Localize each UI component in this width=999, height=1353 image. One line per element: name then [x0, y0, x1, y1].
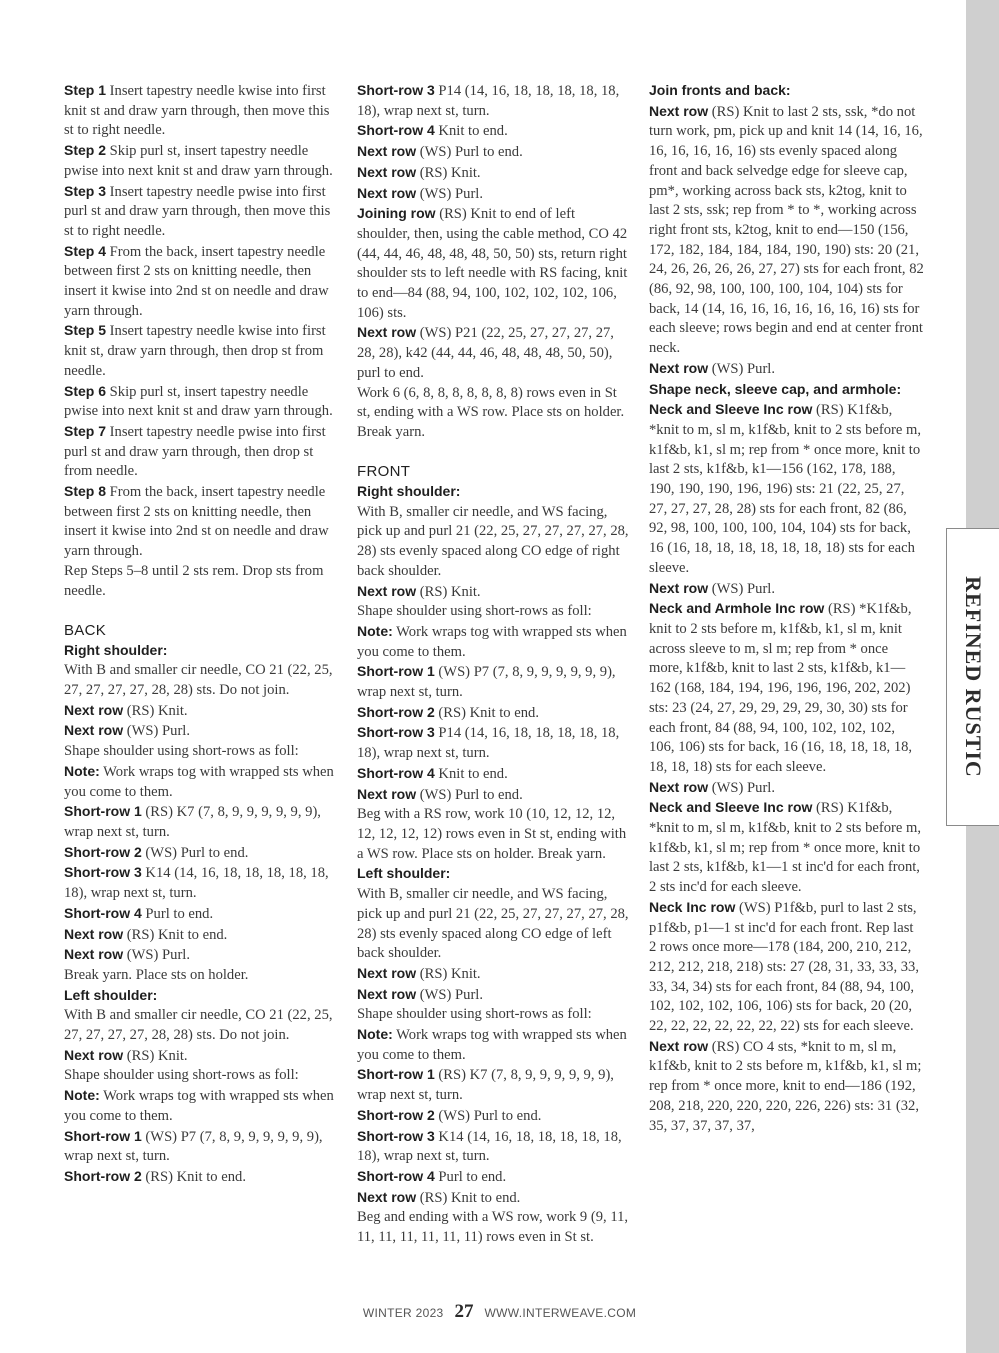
instruction-text: (RS) Knit.	[123, 1047, 188, 1064]
instruction-label: Neck and Sleeve Inc row	[649, 799, 813, 816]
instruction-text: Skip purl st, insert tapestry needle pwise into next knit st and draw yarn through.	[64, 383, 333, 420]
instruction-paragraph	[357, 1127, 629, 1167]
section-side-tab	[946, 528, 999, 826]
instruction-label: Joining row	[357, 205, 436, 222]
instruction-paragraph	[357, 885, 629, 964]
instruction-paragraph	[357, 384, 629, 443]
instruction-paragraph	[649, 1037, 924, 1137]
instruction-paragraph	[64, 721, 336, 742]
footer-website: WWW.INTERWEAVE.COM	[484, 1306, 637, 1320]
instruction-text: (RS) CO 4 sts, *knit to m, sl m, k1f&b, knit to 2 sts before m, k1f&b, k1, sl m; rep from * once more, knit to end—186 (192, 208, 218, 220, 220, 220, 226, 226) sts: 31 (32, 35, 37, 37, 37, 37,	[649, 1038, 922, 1134]
instruction-paragraph	[64, 422, 336, 482]
instruction-label: Note:	[64, 1087, 100, 1104]
instruction-paragraph	[64, 802, 336, 842]
instruction-label: Short-row 3	[357, 724, 435, 741]
instruction-label: Short-row 3	[357, 1127, 435, 1144]
instruction-text: (RS) Knit.	[123, 702, 188, 719]
instruction-paragraph	[649, 400, 924, 578]
instruction-text: Knit to end.	[434, 765, 508, 782]
instruction-text: Work wraps tog with wrapped sts when you come to them.	[357, 623, 627, 660]
instruction-paragraph	[64, 863, 336, 903]
instruction-label: Short-row 1	[357, 663, 435, 680]
instruction-text: Shape shoulder using short-rows as foll:	[357, 603, 592, 620]
instruction-text: With B, smaller cir needle, and WS facing, pick up and purl 21 (22, 25, 27, 27, 27, 27, 28, 28) sts evenly spaced along CO edge of right back shoulder.	[357, 503, 629, 579]
instruction-text: Work wraps tog with wrapped sts when you come to them.	[64, 1088, 334, 1124]
instruction-text: (WS) Purl to end.	[416, 144, 523, 161]
instruction-label: Next row	[64, 946, 124, 963]
instruction-label: Step 1	[64, 82, 107, 98]
instruction-label: Short-row 3	[64, 864, 142, 881]
instruction-text: (WS) Purl.	[123, 723, 191, 740]
instruction-text: Shape shoulder using short-rows as foll:	[64, 1067, 299, 1084]
instruction-label: Next row	[64, 722, 124, 739]
instruction-paragraph	[649, 81, 924, 102]
instruction-text: Work wraps tog with wrapped sts when you come to them.	[357, 1027, 627, 1063]
instruction-text: Knit to end.	[434, 123, 508, 140]
instruction-label: Step 3	[64, 182, 107, 199]
instruction-label: Next row	[649, 579, 709, 596]
instruction-text: Rep Steps 5–8 until 2 sts rem. Drop sts from needle.	[64, 562, 324, 599]
instruction-label: Next row	[357, 785, 417, 802]
instruction-paragraph	[64, 182, 336, 242]
instruction-text: Break yarn. Place sts on holder.	[64, 966, 249, 983]
instruction-paragraph	[64, 1127, 336, 1167]
instruction-label: Next row	[357, 1188, 417, 1205]
instruction-paragraph	[64, 904, 336, 925]
instruction-label: Join fronts and back:	[649, 82, 791, 98]
instruction-paragraph	[357, 964, 629, 985]
instruction-label: Next row	[64, 925, 124, 942]
instruction-label: Step 5	[64, 322, 107, 339]
instruction-text: (RS) Knit to end.	[123, 926, 228, 943]
instruction-label: Neck and Sleeve Inc row	[649, 401, 813, 418]
instruction-paragraph	[64, 661, 336, 700]
instruction-text: (RS) K1f&b, *knit to m, sl m, k1f&b, knit to 2 sts before m, k1f&b, k1, sl m; rep from * once more, knit to last 2 sts, k1f&b, k1—1 st inc'd for each front, 2 sts inc'd for each sleeve.	[649, 800, 922, 896]
instruction-text: (WS) P1f&b, purl to last 2 sts, p1f&b, p1—1 st inc'd for each front. Rep last 2 rows once more—178 (184, 200, 210, 212, 212, 212, 218, 218) sts: 27 (28, 31, 33, 33, 33, 33, 34, 34) sts for each front, 84 (88, 94, 100, 102, 102, 102, 106, 106) sts for back, 20 (20, 22, 22, 22, 22, 22, 22, 22) sts for each sleeve.	[649, 899, 919, 1035]
instruction-paragraph	[64, 966, 336, 986]
instruction-label: Next row	[357, 964, 417, 981]
instruction-text: (RS) K7 (7, 8, 9, 9, 9, 9, 9, 9), wrap next st, turn.	[357, 1067, 614, 1104]
instruction-label: Note:	[64, 762, 100, 779]
instruction-paragraph	[649, 898, 924, 1037]
instruction-paragraph	[357, 1188, 629, 1209]
instruction-label: Short-row 2	[64, 843, 142, 860]
instruction-label: Next row	[649, 102, 709, 119]
instruction-paragraph	[649, 579, 924, 600]
instruction-text: (RS) Knit.	[416, 965, 481, 982]
instruction-text: Insert tapestry needle kwise into first knit st, draw yarn through, then drop st from needle.	[64, 323, 326, 379]
instruction-label: Next row	[357, 163, 417, 180]
instruction-text: Purl to end.	[141, 905, 214, 922]
instruction-text: (WS) Purl.	[708, 360, 776, 377]
instruction-text: (RS) *K1f&b, knit to 2 sts before m, k1f&b, k1, sl m, knit across sleeve to m, sl m; rep from * once more, k1f&b, knit to last 2 sts, k1f&b, k1—162 (168, 184, 194, 196, 196, 196, 202, 202) sts: 23 (24, 27, 29, 29, 29, 29, 30, 30) sts for each front, 84 (88, 94, 100, 102, 102, 102, 106, 106) sts for back, 16 (16, 18, 18, 18, 18, 18, 18, 18) sts for each sleeve.	[649, 601, 913, 775]
instruction-paragraph	[64, 762, 336, 802]
instruction-paragraph	[649, 778, 924, 799]
instruction-text: (WS) P7 (7, 8, 9, 9, 9, 9, 9, 9), wrap next st, turn.	[357, 664, 616, 701]
instruction-paragraph	[357, 204, 629, 323]
instruction-label: Next row	[357, 184, 417, 201]
instruction-paragraph	[357, 142, 629, 163]
instruction-label: Step 4	[64, 242, 107, 259]
instruction-paragraph	[64, 1006, 336, 1045]
instruction-text: (WS) Purl.	[123, 947, 191, 964]
instruction-text: (RS) Knit to last 2 sts, ssk, *do not turn work, pm, pick up and knit 14 (14, 16, 16, 16, 16, 16, 16, 16) sts evenly spaced along front and back selvedge edge for sleeve cap, pm*, working across back sts, k2tog, knit to last 2 sts, ssk; rep from * to *, working across right front sts, k2tog, knit to end—150 (156, 172, 182, 184, 184, 184, 190, 190) sts: 20 (21, 24, 26, 26, 26, 26, 27, 27) sts for each front, 82 (86, 92, 98, 100, 100, 100, 104, 104) sts for back, 14 (14, 16, 16, 16, 16, 16, 16, 16) sts for each sleeve; rows begin and end at center front neck.	[649, 103, 924, 357]
instruction-text: (RS) Knit.	[416, 583, 481, 600]
instruction-label: Short-row 4	[357, 764, 435, 781]
instruction-paragraph	[357, 864, 629, 885]
instruction-label: Short-row 1	[64, 803, 142, 820]
instruction-label: Next row	[357, 324, 417, 341]
instruction-text: Work 6 (6, 8, 8, 8, 8, 8, 8, 8) rows even in St st, ending with a WS row. Place sts on holder. Break yarn.	[357, 384, 625, 440]
instruction-paragraph	[64, 1046, 336, 1067]
section-side-tab-label: REFINED RUSTIC	[961, 576, 986, 778]
instruction-text: From the back, insert tapestry needle between first 2 sts on knitting needle, then insert it kwise into 2nd st on needle and draw yarn through.	[64, 484, 329, 560]
instruction-paragraph	[64, 925, 336, 946]
instruction-label: Short-row 4	[357, 122, 435, 139]
instruction-paragraph	[64, 986, 336, 1007]
instruction-paragraph	[357, 163, 629, 184]
instruction-text: (WS) Purl to end.	[141, 844, 249, 861]
instruction-text: Shape shoulder using short-rows as foll:	[357, 1006, 592, 1023]
instruction-paragraph	[357, 1005, 629, 1025]
instruction-text: (RS) Knit to end.	[141, 1168, 246, 1185]
instruction-text: Insert tapestry needle kwise into first knit st and draw yarn through, then move this st to right needle.	[64, 83, 330, 139]
instruction-text: (RS) Knit to end.	[434, 704, 539, 721]
instruction-paragraph	[64, 1066, 336, 1086]
instruction-paragraph	[357, 1065, 629, 1105]
instruction-label: Next row	[64, 1046, 124, 1063]
instruction-paragraph	[649, 798, 924, 898]
instruction-paragraph	[649, 102, 924, 359]
instruction-label: Short-row 1	[357, 1066, 435, 1083]
instruction-text: Beg with a RS row, work 10 (10, 12, 12, 12, 12, 12, 12, 12) rows even in St st, ending with a WS row. Place sts on holder. Break yarn.	[357, 806, 627, 862]
instruction-text: (WS) Purl to end.	[434, 1107, 542, 1124]
instruction-text: Beg and ending with a WS row, work 9 (9, 11, 11, 11, 11, 11, 11, 11) rows even in St st.	[357, 1209, 629, 1246]
page-footer	[0, 1301, 999, 1323]
instruction-label: Step 7	[64, 422, 107, 439]
instruction-paragraph	[357, 1208, 629, 1247]
instruction-label: Next row	[357, 985, 417, 1002]
instruction-paragraph	[64, 742, 336, 762]
instruction-paragraph	[64, 701, 336, 722]
instruction-text: Shape shoulder using short-rows as foll:	[64, 743, 299, 760]
instruction-text: Skip purl st, insert tapestry needle pwise into next knit st and draw yarn through.	[64, 143, 333, 179]
instruction-text: K14 (14, 16, 18, 18, 18, 18, 18, 18), wrap next st, turn.	[64, 865, 329, 902]
instruction-text: Insert tapestry needle pwise into first purl st and draw yarn through, then move this st to right needle.	[64, 183, 331, 239]
section-heading: FRONT	[357, 463, 411, 481]
instruction-label: Next row	[357, 143, 417, 160]
instruction-label: Next row	[357, 582, 417, 599]
instruction-text: (WS) Purl.	[708, 779, 776, 796]
instruction-label: Neck Inc row	[649, 898, 736, 915]
instruction-text: P14 (14, 16, 18, 18, 18, 18, 18, 18), wrap next st, turn.	[357, 83, 620, 119]
instruction-paragraph	[357, 622, 629, 662]
instruction-paragraph	[64, 641, 336, 662]
instruction-text: (WS) Purl.	[416, 986, 484, 1003]
instruction-label: Short-row 1	[64, 1127, 142, 1144]
instruction-text: K14 (14, 16, 18, 18, 18, 18, 18, 18), wrap next st, turn.	[357, 1128, 622, 1165]
instruction-text: With B and smaller cir needle, CO 21 (22, 25, 27, 27, 27, 27, 28, 28) sts. Do not join.	[64, 1007, 333, 1044]
instruction-paragraph	[64, 482, 336, 562]
instruction-label: Next row	[649, 359, 709, 376]
text-column-1	[64, 81, 336, 1188]
instruction-label: Note:	[357, 622, 393, 639]
instruction-label: Right shoulder:	[357, 483, 461, 500]
instruction-label: Left shoulder:	[64, 986, 158, 1003]
instruction-label: Short-row 4	[64, 904, 142, 921]
instruction-paragraph	[357, 323, 629, 383]
instruction-text: (RS) Knit to end of left shoulder, then, using the cable method, CO 42 (44, 44, 46, 48, 48, 48, 50, 50) sts, return right shoulder sts to left needle with RS facing, knit to end—84 (88, 94, 100, 102, 102, 102, 106, 106) sts.	[357, 206, 628, 321]
instruction-paragraph	[64, 81, 336, 141]
instruction-paragraph	[649, 599, 924, 777]
instruction-paragraph	[357, 81, 629, 121]
instruction-text: (RS) Knit to end.	[416, 1189, 521, 1206]
instruction-paragraph	[357, 1025, 629, 1065]
instruction-text: (WS) P21 (22, 25, 27, 27, 27, 27, 28, 28), k42 (44, 44, 46, 48, 48, 48, 50, 50), purl to end.	[357, 325, 614, 381]
instruction-paragraph	[64, 1167, 336, 1188]
instruction-paragraph	[357, 785, 629, 806]
instruction-label: Left shoulder:	[357, 865, 451, 882]
instruction-text: Insert tapestry needle pwise into first purl st and draw yarn through, then drop st from needle.	[64, 423, 326, 480]
footer-season: WINTER 2023	[362, 1306, 444, 1320]
text-column-2	[357, 81, 629, 1248]
text-column-3	[649, 81, 924, 1136]
instruction-label: Next row	[649, 1037, 709, 1054]
instruction-paragraph	[357, 184, 629, 205]
instruction-label: Short-row 3	[357, 82, 435, 98]
page-number: 27	[454, 1301, 474, 1322]
instruction-label: Step 6	[64, 382, 107, 399]
instruction-text: Purl to end.	[434, 1168, 507, 1185]
instruction-label: Next row	[649, 778, 709, 795]
instruction-paragraph	[357, 503, 629, 582]
instruction-paragraph	[357, 662, 629, 702]
instruction-text: (RS) K1f&b, *knit to m, sl m, k1f&b, knit to 2 sts before m, k1f&b, k1, sl m; rep from * once more, knit to last 2 sts, k1f&b, k1—156 (162, 178, 188, 190, 190, 190, 196, 196) sts: 21 (22, 25, 27, 27, 27, 27, 28, 28) sts for each front, 82 (86, 92, 98, 100, 100, 100, 104, 104) sts for back, 16 (16, 18, 18, 18, 18, 18, 18, 18) sts for each sleeve.	[649, 402, 922, 576]
instruction-text: P14 (14, 16, 18, 18, 18, 18, 18, 18), wrap next st, turn.	[357, 725, 620, 762]
instruction-text: (WS) P7 (7, 8, 9, 9, 9, 9, 9, 9), wrap next st, turn.	[64, 1128, 323, 1165]
instruction-paragraph	[64, 141, 336, 181]
instruction-label: Step 8	[64, 483, 107, 500]
instruction-paragraph	[64, 382, 336, 422]
instruction-text: (WS) Purl.	[416, 185, 484, 202]
instruction-paragraph	[64, 843, 336, 864]
instruction-paragraph	[649, 359, 924, 380]
section-heading: BACK	[64, 621, 107, 639]
instruction-paragraph	[64, 242, 336, 322]
instruction-label: Short-row 2	[64, 1167, 142, 1184]
instruction-text: With B and smaller cir needle, CO 21 (22, 25, 27, 27, 27, 27, 28, 28) sts. Do not join.	[64, 662, 333, 699]
instruction-text: With B, smaller cir needle, and WS facing, pick up and purl 21 (22, 25, 27, 27, 27, 27, 28, 28) sts evenly spaced along CO edge of left back shoulder.	[357, 886, 629, 962]
instruction-paragraph	[64, 321, 336, 381]
instruction-label: Short-row 2	[357, 703, 435, 720]
instruction-label: Short-row 2	[357, 1106, 435, 1123]
instruction-paragraph	[64, 1086, 336, 1126]
instruction-text: (WS) Purl.	[708, 580, 776, 597]
instruction-paragraph	[357, 582, 629, 603]
instruction-label: Shape neck, sleeve cap, and armhole:	[649, 380, 902, 397]
instruction-paragraph	[357, 1106, 629, 1127]
instruction-label: Note:	[357, 1026, 393, 1043]
instruction-text: Work wraps tog with wrapped sts when you come to them.	[64, 763, 334, 800]
instruction-paragraph	[357, 602, 629, 622]
instruction-paragraph	[357, 1167, 629, 1188]
instruction-paragraph	[64, 562, 336, 601]
instruction-paragraph	[357, 703, 629, 724]
instruction-paragraph	[64, 945, 336, 966]
instruction-label: Short-row 4	[357, 1167, 435, 1184]
instruction-paragraph	[357, 764, 629, 785]
instruction-paragraph	[357, 482, 629, 503]
instruction-paragraph	[649, 380, 924, 401]
instruction-text: From the back, insert tapestry needle between first 2 sts on knitting needle, then insert it kwise into 2nd st on needle and draw yarn through.	[64, 243, 329, 319]
instruction-text: (WS) Purl to end.	[416, 786, 523, 803]
instruction-paragraph	[357, 723, 629, 763]
instruction-paragraph	[357, 121, 629, 142]
instruction-label: Step 2	[64, 142, 107, 159]
instruction-text: (RS) Knit.	[416, 164, 481, 181]
instruction-paragraph	[357, 985, 629, 1006]
instruction-paragraph	[357, 805, 629, 864]
instruction-label: Neck and Armhole Inc row	[649, 600, 825, 617]
instruction-label: Next row	[64, 701, 124, 718]
instruction-label: Right shoulder:	[64, 641, 168, 658]
instruction-text: (RS) K7 (7, 8, 9, 9, 9, 9, 9, 9), wrap next st, turn.	[64, 804, 321, 840]
